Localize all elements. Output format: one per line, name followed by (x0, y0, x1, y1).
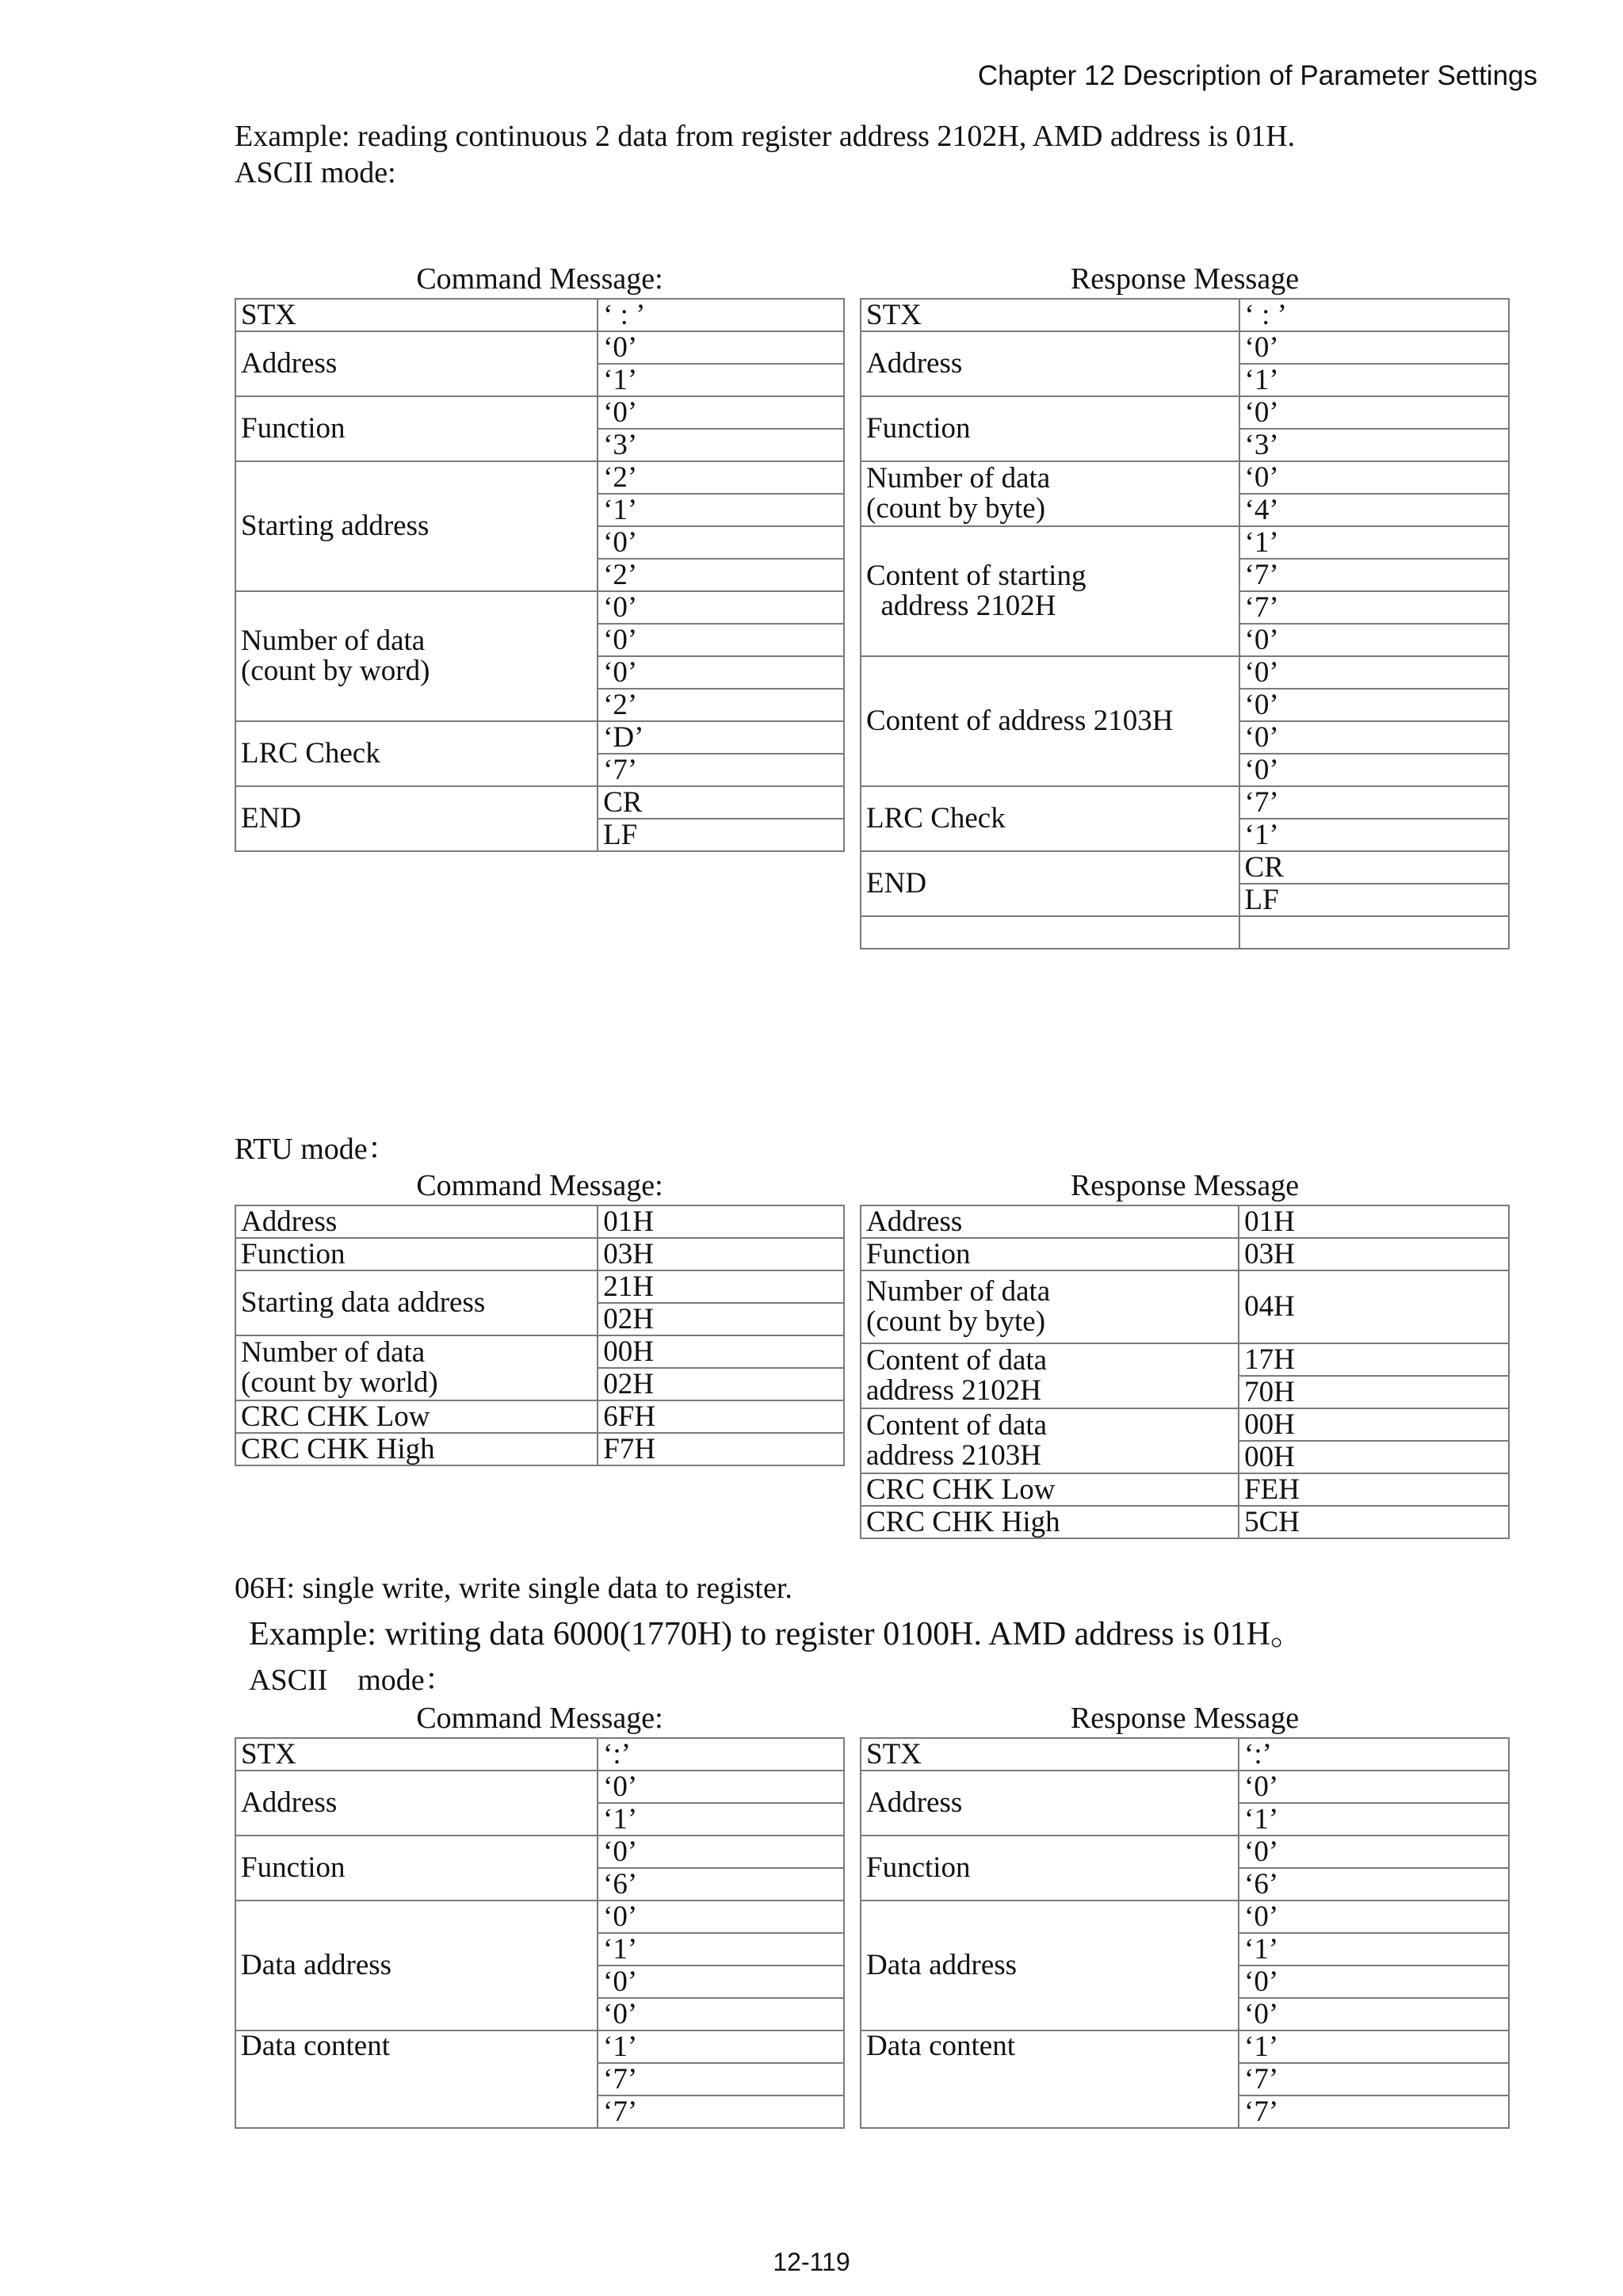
content-2103h-value: ‘0’ (1239, 754, 1509, 786)
address-label: Address (235, 331, 598, 396)
ascii03-response-caption: Response Message (1070, 262, 1300, 296)
rtu-command-caption: Command Message: (416, 1169, 663, 1202)
data-address-value: ‘1’ (598, 1933, 844, 1966)
address-value: 01H (1239, 1205, 1509, 1238)
data-address-label: Data address (861, 1901, 1239, 2030)
function-value: ‘0’ (598, 396, 844, 429)
ascii03-command-table (235, 298, 845, 852)
content-2102h-value: ‘0’ (1239, 624, 1509, 656)
data-content-label: Data content (861, 2030, 1239, 2128)
number-of-data-label: Number of data (count by world) (235, 1335, 598, 1400)
data-content-value: ‘7’ (598, 2095, 844, 2128)
number-of-data-value: ‘0’ (598, 591, 844, 624)
page-number: 12-119 (773, 2248, 850, 2276)
address-value: ‘1’ (598, 1803, 844, 1836)
content-2103h-value: ‘0’ (1239, 721, 1509, 754)
address-label: Address (861, 1205, 1239, 1238)
stx-value: ‘:’ (1239, 1738, 1509, 1771)
address-label: Address (235, 1771, 598, 1836)
address-label: Address (861, 1771, 1239, 1836)
address-value: ‘1’ (598, 364, 844, 396)
data-content-value: ‘7’ (1239, 2095, 1509, 2128)
number-of-data-label: Number of data (count by byte) (861, 461, 1239, 526)
starting-data-address-value: 21H (598, 1270, 844, 1303)
crc-low-label: CRC CHK Low (235, 1400, 598, 1433)
number-of-data-value: 02H (598, 1368, 844, 1400)
data-address-value: ‘0’ (598, 1901, 844, 1933)
address-value: ‘0’ (598, 1771, 844, 1803)
function-label: Function (235, 396, 598, 461)
number-of-data-value: ‘4’ (1239, 494, 1509, 526)
function-label: Function (861, 1238, 1239, 1270)
rtu-response-table (860, 1205, 1510, 1539)
ascii03-response-table (860, 298, 1510, 949)
end-value: CR (598, 786, 844, 819)
end-value: LF (1239, 884, 1509, 916)
content-2103h-value: 00H (1239, 1441, 1509, 1473)
function-label: Function (861, 1836, 1239, 1901)
lrc-check-label: LRC Check (235, 721, 598, 786)
ascii03-command-caption: Command Message: (416, 262, 663, 296)
data-content-label: Data content (235, 2030, 598, 2128)
function-label: Function (235, 1238, 598, 1270)
data-content-value: ‘7’ (1239, 2063, 1509, 2095)
data-address-value: ‘1’ (1239, 1933, 1509, 1966)
intro-example-text: Example: reading continuous 2 data from register address 2102H, AMD address is 01H. (235, 120, 1296, 153)
lrc-check-value: ‘D’ (598, 721, 844, 754)
content-2103h-value: 00H (1239, 1408, 1509, 1441)
address-value: ‘0’ (598, 331, 844, 364)
ascii06-response-caption: Response Message (1070, 1702, 1300, 1735)
stx-value: ‘ : ’ (1239, 299, 1509, 331)
address-value: 01H (598, 1205, 844, 1238)
address-label: Address (861, 331, 1239, 396)
data-address-value: ‘0’ (1239, 1966, 1509, 1998)
chapter-header: Chapter 12 Description of Parameter Settings (977, 60, 1537, 91)
stx-label: STX (235, 1738, 598, 1771)
data-address-value: ‘0’ (598, 1998, 844, 2030)
lrc-check-label: LRC Check (861, 786, 1239, 851)
content-2103h-value: ‘0’ (1239, 689, 1509, 721)
ascii06-command-caption: Command Message: (416, 1702, 663, 1735)
stx-value: ‘:’ (598, 1738, 844, 1771)
number-of-data-value: ‘0’ (1239, 461, 1509, 494)
content-2102h-value: 70H (1239, 1376, 1509, 1408)
number-of-data-value: 04H (1239, 1270, 1509, 1343)
content-2103h-label: Content of address 2103H (861, 656, 1239, 786)
number-of-data-label: Number of data (count by byte) (861, 1270, 1239, 1343)
function-value: ‘3’ (598, 429, 844, 461)
function-value: 03H (598, 1238, 844, 1270)
starting-data-address-label: Starting data address (235, 1270, 598, 1335)
content-2102h-value: ‘7’ (1239, 559, 1509, 591)
address-label: Address (235, 1205, 598, 1238)
crc-low-label: CRC CHK Low (861, 1473, 1239, 1506)
data-address-label: Data address (235, 1901, 598, 2030)
stx-value: ‘ : ’ (598, 299, 844, 331)
starting-address-value: ‘0’ (598, 526, 844, 559)
rtu-mode-label: RTU mode： (235, 1133, 398, 1166)
end-value: LF (598, 819, 844, 851)
data-address-value: ‘0’ (1239, 1998, 1509, 2030)
stx-label: STX (861, 299, 1239, 331)
function-value: ‘6’ (1239, 1868, 1509, 1901)
empty-cell (1239, 916, 1509, 949)
content-2102h-value: 17H (1239, 1343, 1509, 1376)
crc-high-label: CRC CHK High (235, 1433, 598, 1465)
lrc-check-value: ‘1’ (1239, 819, 1509, 851)
crc-low-value: 6FH (598, 1400, 844, 1433)
crc-high-value: 5CH (1239, 1506, 1509, 1538)
address-value: ‘1’ (1239, 364, 1509, 396)
number-of-data-value: 00H (598, 1335, 844, 1368)
crc-high-value: F7H (598, 1433, 844, 1465)
starting-address-label: Starting address (235, 461, 598, 591)
data-content-value: ‘1’ (1239, 2030, 1509, 2063)
address-value: ‘0’ (1239, 331, 1509, 364)
function-value: ‘0’ (598, 1836, 844, 1868)
function-value: ‘0’ (1239, 1836, 1509, 1868)
data-address-value: ‘0’ (598, 1966, 844, 1998)
write06-title: 06H: single write, write single data to register. (235, 1572, 792, 1605)
content-2102h-label: Content of starting address 2102H (861, 526, 1239, 656)
ascii06-command-table (235, 1737, 845, 2129)
content-2103h-value: ‘0’ (1239, 656, 1509, 689)
end-label: END (861, 851, 1239, 916)
crc-high-label: CRC CHK High (861, 1506, 1239, 1538)
ascii06-response-table (860, 1737, 1510, 2129)
starting-address-value: ‘1’ (598, 494, 844, 526)
stx-label: STX (861, 1738, 1239, 1771)
content-2103h-label: Content of data address 2103H (861, 1408, 1239, 1473)
function-value: ‘0’ (1239, 396, 1509, 429)
lrc-check-value: ‘7’ (598, 754, 844, 786)
number-of-data-value: ‘0’ (598, 624, 844, 656)
address-value: ‘1’ (1239, 1803, 1509, 1836)
data-address-value: ‘0’ (1239, 1901, 1509, 1933)
end-value: CR (1239, 851, 1509, 884)
function-value: ‘6’ (598, 1868, 844, 1901)
starting-data-address-value: 02H (598, 1303, 844, 1335)
lrc-check-value: ‘7’ (1239, 786, 1509, 819)
starting-address-value: ‘2’ (598, 461, 844, 494)
end-label: END (235, 786, 598, 851)
data-content-value: ‘7’ (598, 2063, 844, 2095)
content-2102h-value: ‘1’ (1239, 526, 1509, 559)
write06-example: Example: writing data 6000(1770H) to register 0100H. AMD address is 01H。 (249, 1616, 1304, 1652)
number-of-data-value: ‘2’ (598, 689, 844, 721)
content-2102h-label: Content of data address 2102H (861, 1343, 1239, 1408)
write06-mode-label: ASCII mode： (249, 1664, 455, 1697)
number-of-data-label: Number of data (count by word) (235, 591, 598, 721)
rtu-response-caption: Response Message (1070, 1169, 1300, 1202)
crc-low-value: FEH (1239, 1473, 1509, 1506)
number-of-data-value: ‘0’ (598, 656, 844, 689)
intro-mode-label: ASCII mode: (235, 156, 396, 189)
function-value: 03H (1239, 1238, 1509, 1270)
function-value: ‘3’ (1239, 429, 1509, 461)
empty-cell (861, 916, 1239, 949)
data-content-value: ‘1’ (598, 2030, 844, 2063)
function-label: Function (235, 1836, 598, 1901)
content-2102h-value: ‘7’ (1239, 591, 1509, 624)
address-value: ‘0’ (1239, 1771, 1509, 1803)
function-label: Function (861, 396, 1239, 461)
rtu-command-table (235, 1205, 845, 1466)
starting-address-value: ‘2’ (598, 559, 844, 591)
stx-label: STX (235, 299, 598, 331)
